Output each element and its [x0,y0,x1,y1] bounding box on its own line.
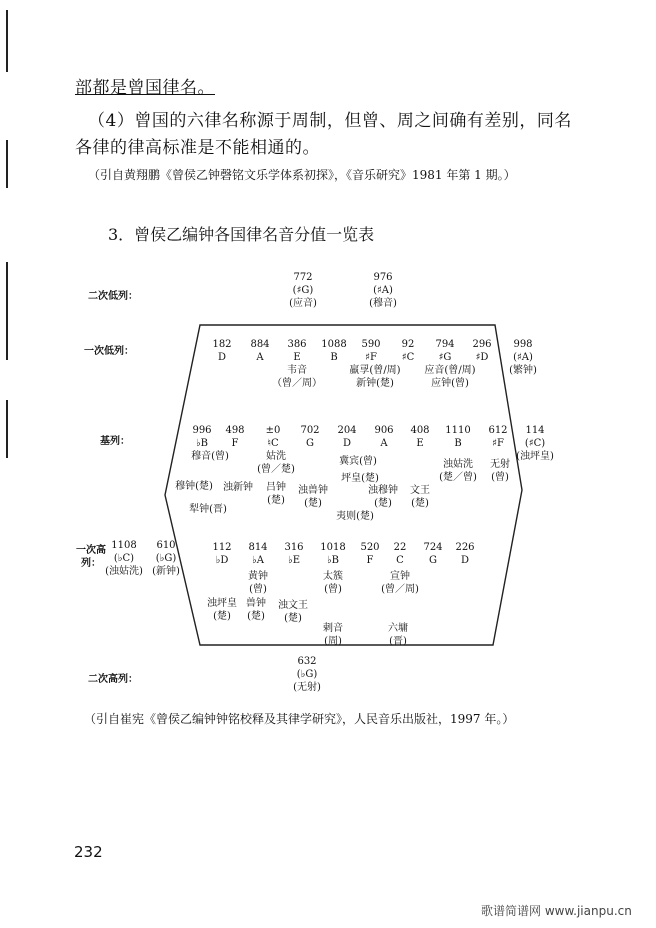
low2-cell-2 [369,271,397,310]
low1-note: ♯C [401,352,415,363]
high1-annotation-7: 剌音 (周) [323,623,343,647]
high1-annotation-4: 浊坪皇 (楚) [207,598,237,622]
base-annotation-1: 穆音(曾) [191,451,229,462]
high1-left-value: 1108 [111,540,137,551]
high1-note: ♭E [287,555,301,566]
high1-annotation-5: 兽钟 (楚) [246,598,266,622]
high1-note: ♭B [326,555,340,566]
base-annotation-3: 冀宾(曾) [339,456,377,467]
base-annotation-14: 夷则(楚) [336,511,374,522]
high1-value: 112 [212,542,232,553]
citation-2: （引自崔宪《曾侯乙编钟钟铭校释及其律学研究》，人民音乐出版社，1997 年。） [84,712,515,726]
base-note: ♭B [195,438,209,449]
low1-annotation-2: 羸孠(曾/周) 新钟(楚) [349,365,401,389]
low1-value: 884 [250,339,270,350]
high1-note: F [366,555,374,566]
high1-cell-7 [423,541,442,567]
low2-name-2: (穆音) [369,298,397,309]
base-note: A [380,438,388,449]
low1-cell-2 [250,338,269,364]
base-annotation-10: 坪皇(楚) [341,473,379,484]
low1-value: 182 [212,339,232,350]
high1-note: G [429,555,437,566]
low1-cell-9 [509,338,537,377]
high2-note: (♭G) [296,669,318,680]
high1-cell-8 [455,541,474,567]
high1-note: C [396,555,404,566]
base-value: 612 [488,425,508,436]
high1-cell-2 [248,541,267,567]
low1-value: 794 [435,339,455,350]
low2-value-1: 772 [293,272,313,283]
base-note: (♯C) [524,438,546,449]
base-annotation-4: 浊姑洗 (楚／曾) [439,459,477,483]
base-cell-3 [266,424,281,450]
base-annotation-13: 犁钟(晋) [189,504,227,515]
row-label-low1: 一次低列： [84,346,134,357]
low2-note-1: (♯G) [292,285,314,296]
high1-left-name: (新钟) [152,566,180,577]
low1-note: E [293,352,301,363]
paragraph-4-line-2: 各律的律高标准是不能相通的。 [75,138,320,158]
watermark-text: 歌谱简谱网 www.jianpu.cn [481,904,632,918]
low1-note: A [256,352,264,363]
high1-cell-5 [360,541,379,567]
high1-value: 724 [423,542,443,553]
high1-value: 1018 [320,542,346,553]
base-cell-7 [410,424,429,450]
high1-value: 814 [248,542,268,553]
base-value: 996 [192,425,212,436]
low1-annotation-3: 应音(曾/周) 应钟(曾) [424,365,476,389]
page-number: 232 [74,843,103,861]
base-note: E [416,438,424,449]
low1-name: (繁钟) [509,365,537,376]
high1-left-name: (浊姑洗) [105,566,143,577]
high1-left-note: (♭G) [155,553,177,564]
low1-cell-6 [402,338,415,364]
base-value: 498 [225,425,245,436]
low1-value: 386 [287,339,307,350]
low1-value: 998 [513,339,533,350]
base-cell-2 [225,424,244,450]
base-note: B [454,438,462,449]
low1-annotation-1: 韦音 （曾／周） [272,365,322,389]
low1-cell-7 [435,338,454,364]
base-cell-1 [192,424,211,450]
low2-cell-1 [289,271,317,310]
base-value: 906 [374,425,394,436]
low2-name-1: (应音) [289,298,317,309]
low1-cell-5 [361,338,380,364]
row-label-high2: 二次高列： [88,674,138,685]
base-note: ♯F [492,438,504,449]
base-cell-8 [445,424,470,450]
high1-value: 520 [360,542,380,553]
high2-name: (无射) [293,682,321,693]
low1-cell-1 [212,338,231,364]
base-name: (浊坪皇) [516,451,554,462]
base-annotation-7: 浊新钟 [223,482,253,493]
high1-cell-1 [212,541,231,567]
base-annotation-2: 姑洗 (曾／楚) [257,451,295,475]
row-label-high1-text: 一次高列： [76,545,106,569]
base-value: 702 [300,425,320,436]
base-note: F [231,438,239,449]
row-label-low2: 二次低列： [88,291,138,302]
citation-1: （引自黄翔鹏《曾侯乙钟磬铭文乐学体系初探》，《音乐研究》1981 年第 1 期。） [88,168,516,182]
low1-note: D [217,352,227,363]
base-annotation-8: 吕钟 (楚) [266,482,286,506]
low1-note: (♯A) [513,352,533,363]
high1-annotation-6: 浊文王 (楚) [278,600,308,624]
low1-cell-8 [472,338,491,364]
base-value: 408 [410,425,430,436]
row-label-high1 [76,544,106,570]
low1-note: ♯F [365,352,377,363]
base-note: ♮C [267,438,279,449]
low1-value: 1088 [321,339,347,350]
base-value: ±0 [265,425,281,436]
paragraph-4-line-1: （4）曾国的六律名称源于周制，但曾、周之间确有差别，同名 [88,111,572,131]
high2-value: 632 [297,656,317,667]
base-annotation-5: 无射 (曾) [490,459,510,483]
high1-left-value: 610 [156,540,176,551]
high1-annotation-3: 宣钟 (曾／周) [381,571,419,595]
text-line-1: 部都是曾国律名。 [75,78,215,98]
high1-annotation-8: 六墉 (晋) [388,623,408,647]
low2-note-2: (♯A) [373,285,393,296]
high1-cell-3 [284,541,303,567]
low1-value: 296 [472,339,492,350]
base-annotation-6: 穆钟(楚) [175,481,213,492]
low1-cell-4 [321,338,346,364]
high1-note: D [460,555,470,566]
high1-annotation-2: 太簇 (曾) [323,571,343,595]
low2-value-2: 976 [373,272,393,283]
high1-left-cell-1 [105,539,143,578]
base-value: 204 [337,425,357,436]
base-annotation-12: 文王 (楚) [410,485,430,509]
low1-note: ♯D [475,352,489,363]
high1-left-cell-2 [152,539,180,578]
high1-note: ♭A [252,555,264,566]
low1-cell-3 [287,338,306,364]
base-annotation-11: 浊穆钟 (楚) [368,485,398,509]
low1-note: B [330,352,338,363]
high1-left-note: (♭C) [113,553,135,564]
high1-note: ♭D [215,555,229,566]
base-value: 114 [525,425,545,436]
high1-annotation-1: 黄钟 (曾) [248,571,268,595]
base-value: 1110 [445,425,471,436]
base-cell-6 [374,424,393,450]
base-cell-9 [488,424,507,450]
high2-cell-1 [293,655,321,694]
high1-cell-6 [394,541,407,567]
row-label-base: 基列： [100,436,130,447]
section-title: 3．曾侯乙编钟各国律名音分值一览表 [108,225,375,244]
low1-note: ♯G [438,352,452,363]
high1-value: 226 [455,542,475,553]
base-cell-4 [300,424,319,450]
low1-value: 590 [361,339,381,350]
low1-value: 92 [401,339,415,350]
base-note: D [342,438,352,449]
base-note: G [306,438,314,449]
base-cell-5 [337,424,356,450]
high1-value: 316 [284,542,304,553]
base-cell-10 [516,424,554,463]
high1-cell-4 [320,541,345,567]
base-annotation-9: 浊兽钟 (楚) [298,485,328,509]
high1-value: 22 [393,542,407,553]
